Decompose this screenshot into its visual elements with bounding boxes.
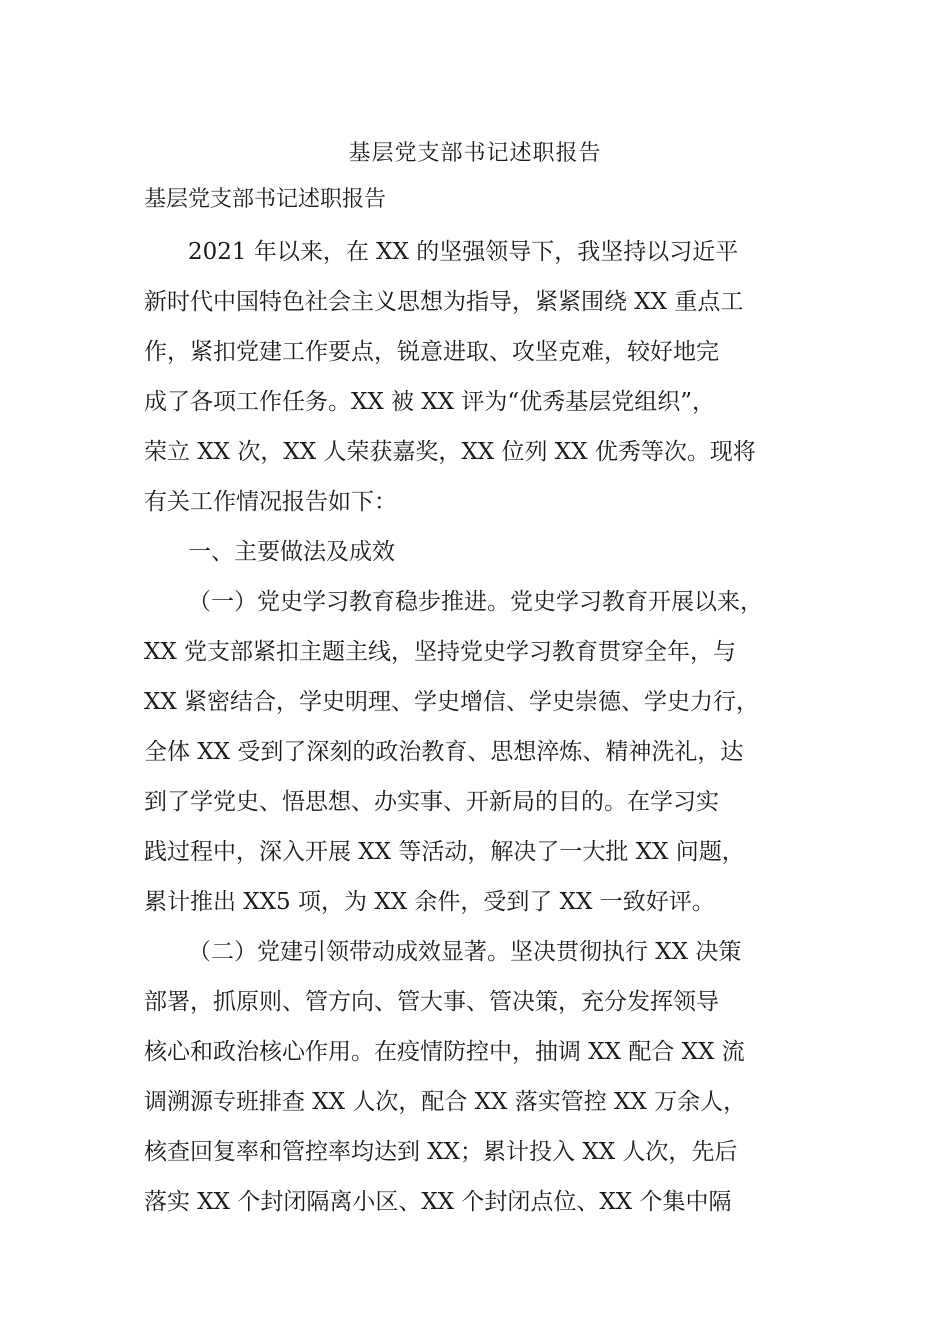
paragraph-line: 落实 XX 个封闭隔离小区、XX 个封闭点位、XX 个集中隔 (144, 1189, 732, 1215)
paragraph-line: 累计推出 XX5 项，为 XX 余件，受到了 XX 一致好评。 (144, 889, 715, 915)
paragraph-line: （一）党史学习教育稳步推进。党史学习教育开展以来， (188, 589, 763, 615)
paragraph-line: 核查回复率和管控率均达到 XX；累计投入 XX 人次，先后 (144, 1139, 738, 1165)
paragraph-line: （二）党建引领带动成效显著。坚决贯彻执行 XX 决策 (188, 939, 742, 965)
paragraph-line: 有关工作情况报告如下： (144, 489, 397, 515)
paragraph-line: XX 党支部紧扣主题主线，坚持党史学习教育贯穿全年，与 (144, 639, 737, 665)
paragraph-line: 全体 XX 受到了深刻的政治教育、思想淬炼、精神洗礼，达 (144, 739, 744, 765)
paragraph-line: 核心和政治核心作用。在疫情防控中，抽调 XX 配合 XX 流 (144, 1039, 745, 1065)
paragraph-party-building (144, 927, 824, 1227)
paragraph-line: 2021 年以来，在 XX 的坚强领导下，我坚持以习近平 (188, 239, 739, 265)
paragraph-line: 成了各项工作任务。XX 被 XX 评为“优秀基层党组织”， (144, 389, 715, 415)
paragraph-line: 践过程中，深入开展 XX 等活动，解决了一大批 XX 问题， (144, 839, 745, 865)
section-heading-text: 一、主要做法及成效 (188, 539, 395, 565)
paragraph-line: 部署，抓原则、管方向、管大事、管决策，充分发挥领导 (144, 989, 719, 1015)
paragraph-line: 调溯源专班排查 XX 人次，配合 XX 落实管控 XX 万余人， (144, 1089, 747, 1115)
document-subtitle: 基层党支部书记述职报告 (144, 187, 387, 212)
document-body (144, 227, 824, 1227)
paragraph-line: 新时代中国特色社会主义思想为指导，紧紧围绕 XX 重点工 (144, 289, 744, 315)
paragraph-line: 到了学党史、悟思想、办实事、开新局的目的。在学习实 (144, 789, 719, 815)
paragraph-line: XX 紧密结合，学史明理、学史增信、学史崇德、学史力行， (144, 689, 760, 715)
paragraph-party-history (144, 577, 824, 927)
paragraph-line: 作，紧扣党建工作要点，锐意进取、攻坚克难，较好地完 (144, 339, 719, 365)
section-heading (144, 527, 824, 577)
document-title: 基层党支部书记述职报告 (348, 141, 602, 166)
paragraph-intro (144, 227, 824, 527)
paragraph-line: 荣立 XX 次，XX 人荣获嘉奖，XX 位列 XX 优秀等次。现将 (144, 439, 756, 465)
